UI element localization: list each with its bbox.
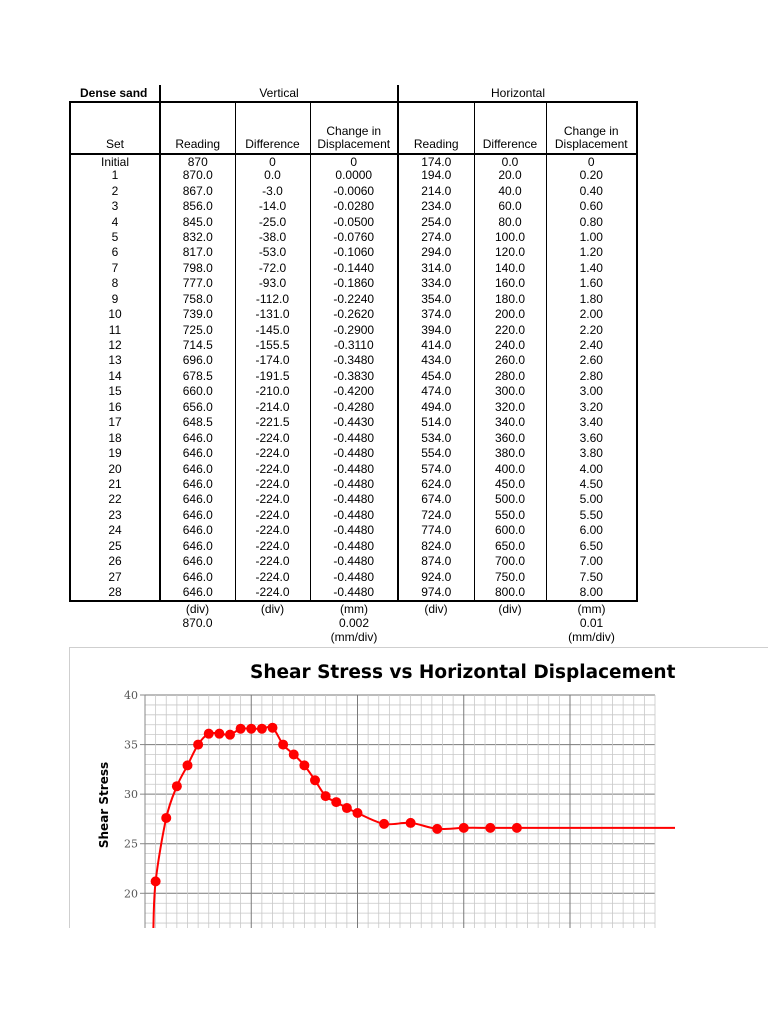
cell-vertical-reading: 758.0: [160, 292, 235, 307]
cell-horizontal-reading: 394.0: [398, 322, 474, 337]
cell-vertical-reading: 648.5: [160, 415, 235, 430]
cell-vertical-reading: 646.0: [160, 523, 235, 538]
cell-horizontal-reading: 674.0: [398, 492, 474, 507]
data-point: [172, 781, 182, 791]
cell-horizontal-difference: 600.0: [474, 523, 546, 538]
cell-horizontal-reading: 234.0: [398, 199, 474, 214]
cell-set: Initial: [70, 154, 160, 168]
cell-horizontal-reading: 174.0: [398, 154, 474, 168]
cell-set: 21: [70, 477, 160, 492]
data-point: [310, 775, 320, 785]
cell-vertical-reading: 646.0: [160, 477, 235, 492]
header-horizontal-change-line2: Displacement: [554, 137, 628, 151]
cell-vertical-reading: 867.0: [160, 183, 235, 198]
cell-vertical-reading: 646.0: [160, 554, 235, 569]
y-tick-label: 40: [124, 689, 138, 702]
cell-horizontal-change: 1.80: [546, 292, 637, 307]
cell-vertical-reading: 832.0: [160, 230, 235, 245]
cell-set: 2: [70, 183, 160, 198]
cell-set: 3: [70, 199, 160, 214]
data-point: [225, 730, 235, 740]
cell-vertical-difference: -14.0: [235, 199, 310, 214]
cell-horizontal-change: 0.20: [546, 168, 637, 183]
cell-horizontal-difference: 80.0: [474, 214, 546, 229]
cell-horizontal-change: 1.00: [546, 230, 637, 245]
cell-vertical-reading: 696.0: [160, 353, 235, 368]
cell-horizontal-change: 5.50: [546, 508, 637, 523]
cell-set: 16: [70, 400, 160, 415]
y-tick-label: 20: [124, 887, 138, 901]
cell-vertical-difference: -224.0: [235, 508, 310, 523]
cell-horizontal-difference: 700.0: [474, 554, 546, 569]
cell-horizontal-difference: 0.0: [474, 154, 546, 168]
cell-vertical-change: -0.4430: [310, 415, 398, 430]
header-vertical-difference: Difference: [235, 102, 310, 154]
cell-vertical-difference: -210.0: [235, 384, 310, 399]
cell-vertical-reading: 646.0: [160, 508, 235, 523]
cell-vertical-difference: -221.5: [235, 415, 310, 430]
cell-vertical-reading: 798.0: [160, 261, 235, 276]
cell-horizontal-difference: 360.0: [474, 430, 546, 445]
footer-cell-vertical-change: (mm/div): [330, 629, 378, 644]
cell-set: 17: [70, 415, 160, 430]
cell-vertical-reading: 646.0: [160, 539, 235, 554]
cell-horizontal-difference: 180.0: [474, 292, 546, 307]
cell-set: 5: [70, 230, 160, 245]
cell-horizontal-reading: 874.0: [398, 554, 474, 569]
cell-vertical-change: -0.1860: [310, 276, 398, 291]
cell-horizontal-difference: 280.0: [474, 369, 546, 384]
footer-cell-horizontal-reading: (div): [424, 601, 448, 616]
cell-set: 8: [70, 276, 160, 291]
cell-horizontal-reading: 924.0: [398, 569, 474, 584]
cell-horizontal-change: 1.20: [546, 245, 637, 260]
cell-horizontal-change: 2.00: [546, 307, 637, 322]
cell-horizontal-change: 2.40: [546, 338, 637, 353]
y-axis-title: Shear Stress: [97, 761, 111, 849]
cell-vertical-difference: -174.0: [235, 353, 310, 368]
data-point: [289, 749, 299, 759]
cell-set: 26: [70, 554, 160, 569]
cell-horizontal-reading: 474.0: [398, 384, 474, 399]
data-point: [246, 724, 256, 734]
footer-cell-horizontal-change: 0.01: [579, 615, 604, 630]
cell-vertical-difference: -224.0: [235, 430, 310, 445]
cell-vertical-reading: 646.0: [160, 569, 235, 584]
cell-vertical-reading: 870.0: [160, 168, 235, 183]
data-point: [204, 729, 214, 739]
cell-vertical-difference: -224.0: [235, 569, 310, 584]
cell-vertical-difference: -38.0: [235, 230, 310, 245]
cell-horizontal-reading: 534.0: [398, 430, 474, 445]
cell-horizontal-difference: 120.0: [474, 245, 546, 260]
cell-vertical-change: 0: [310, 154, 398, 168]
cell-horizontal-difference: 380.0: [474, 446, 546, 461]
cell-vertical-change: -0.0500: [310, 214, 398, 229]
cell-horizontal-change: 6.50: [546, 539, 637, 554]
cell-vertical-change: -0.4200: [310, 384, 398, 399]
cell-horizontal-difference: 220.0: [474, 322, 546, 337]
y-tick-label: 25: [124, 837, 138, 851]
data-point: [321, 791, 331, 801]
cell-horizontal-difference: 20.0: [474, 168, 546, 183]
chart-title: Shear Stress vs Horizontal Displacement: [250, 662, 676, 683]
cell-vertical-change: -0.0280: [310, 199, 398, 214]
cell-horizontal-reading: 254.0: [398, 214, 474, 229]
cell-horizontal-reading: 774.0: [398, 523, 474, 538]
header-horizontal-change-line1: Change in: [563, 124, 619, 138]
cell-horizontal-change: 5.00: [546, 492, 637, 507]
cell-vertical-difference: -131.0: [235, 307, 310, 322]
cell-horizontal-difference: 140.0: [474, 261, 546, 276]
cell-set: 22: [70, 492, 160, 507]
cell-horizontal-change: 3.60: [546, 430, 637, 445]
data-point: [193, 740, 203, 750]
y-tick-label: 35: [124, 738, 138, 752]
cell-horizontal-difference: 500.0: [474, 492, 546, 507]
cell-horizontal-reading: 824.0: [398, 539, 474, 554]
cell-set: 10: [70, 307, 160, 322]
cell-vertical-reading: 725.0: [160, 322, 235, 337]
data-point: [353, 808, 363, 818]
series-line: [153, 727, 675, 932]
cell-vertical-reading: 714.5: [160, 338, 235, 353]
cell-horizontal-change: 1.60: [546, 276, 637, 291]
data-point: [161, 813, 171, 823]
cell-vertical-change: 0.0000: [310, 168, 398, 183]
cell-horizontal-difference: 800.0: [474, 585, 546, 601]
footer-cell-vertical-change: 0.002: [338, 615, 370, 630]
page-bottom-margin: [0, 928, 768, 1024]
cell-vertical-difference: -224.0: [235, 523, 310, 538]
cell-vertical-change: -0.4480: [310, 477, 398, 492]
cell-vertical-change: -0.4480: [310, 446, 398, 461]
cell-horizontal-difference: 320.0: [474, 400, 546, 415]
cell-vertical-difference: -145.0: [235, 322, 310, 337]
data-point: [183, 760, 193, 770]
data-point: [342, 803, 352, 813]
cell-vertical-reading: 739.0: [160, 307, 235, 322]
cell-horizontal-reading: 314.0: [398, 261, 474, 276]
cell-horizontal-change: 6.00: [546, 523, 637, 538]
cell-set: 28: [70, 585, 160, 601]
cell-horizontal-difference: 550.0: [474, 508, 546, 523]
cell-horizontal-change: 1.40: [546, 261, 637, 276]
cell-vertical-reading: 870: [160, 154, 235, 168]
cell-horizontal-change: 0: [546, 154, 637, 168]
data-point: [236, 724, 246, 734]
cell-vertical-change: -0.4480: [310, 585, 398, 601]
cell-vertical-change: -0.4480: [310, 569, 398, 584]
data-point: [432, 824, 442, 834]
cell-vertical-difference: -224.0: [235, 477, 310, 492]
cell-horizontal-reading: 374.0: [398, 307, 474, 322]
cell-horizontal-change: 2.80: [546, 369, 637, 384]
cell-vertical-reading: 817.0: [160, 245, 235, 260]
cell-horizontal-change: 0.60: [546, 199, 637, 214]
cell-vertical-reading: 777.0: [160, 276, 235, 291]
cell-vertical-change: -0.4480: [310, 461, 398, 476]
table-title: Dense sand: [80, 85, 148, 100]
cell-vertical-difference: -224.0: [235, 539, 310, 554]
cell-vertical-change: -0.2240: [310, 292, 398, 307]
footer-cell-vertical-reading: (div): [185, 601, 210, 616]
cell-horizontal-reading: 414.0: [398, 338, 474, 353]
cell-horizontal-difference: 200.0: [474, 307, 546, 322]
cell-horizontal-change: 0.80: [546, 214, 637, 229]
cell-set: 7: [70, 261, 160, 276]
header-vertical-change-line2: Displacement: [317, 137, 391, 151]
cell-set: 23: [70, 508, 160, 523]
data-point: [268, 723, 278, 733]
cell-set: 12: [70, 338, 160, 353]
cell-set: 14: [70, 369, 160, 384]
cell-vertical-difference: -214.0: [235, 400, 310, 415]
cell-set: 20: [70, 461, 160, 476]
cell-set: 9: [70, 292, 160, 307]
cell-horizontal-reading: 354.0: [398, 292, 474, 307]
cell-set: 25: [70, 539, 160, 554]
cell-vertical-change: -0.1060: [310, 245, 398, 260]
cell-horizontal-difference: 240.0: [474, 338, 546, 353]
cell-vertical-reading: 656.0: [160, 400, 235, 415]
cell-vertical-difference: -25.0: [235, 214, 310, 229]
cell-horizontal-change: 2.60: [546, 353, 637, 368]
data-point: [214, 729, 224, 739]
cell-vertical-change: -0.4480: [310, 539, 398, 554]
data-point: [257, 724, 267, 734]
cell-horizontal-reading: 624.0: [398, 477, 474, 492]
cell-horizontal-difference: 160.0: [474, 276, 546, 291]
data-point: [485, 823, 495, 833]
cell-horizontal-change: 3.00: [546, 384, 637, 399]
cell-vertical-reading: 856.0: [160, 199, 235, 214]
data-point: [406, 818, 416, 828]
footer-cell-vertical-change: (mm): [340, 601, 368, 616]
cell-vertical-difference: -224.0: [235, 585, 310, 601]
cell-vertical-change: -0.4480: [310, 508, 398, 523]
cell-vertical-reading: 646.0: [160, 492, 235, 507]
footer-cell-vertical-difference: (div): [260, 601, 285, 616]
horizontal-group-header: Horizontal: [398, 85, 637, 102]
cell-horizontal-reading: 494.0: [398, 400, 474, 415]
cell-set: 4: [70, 214, 160, 229]
footer-cell-horizontal-change: (mm): [577, 601, 606, 616]
cell-horizontal-change: 7.50: [546, 569, 637, 584]
cell-horizontal-difference: 100.0: [474, 230, 546, 245]
cell-vertical-difference: -224.0: [235, 492, 310, 507]
cell-horizontal-reading: 194.0: [398, 168, 474, 183]
cell-set: 1: [70, 168, 160, 183]
cell-vertical-difference: -112.0: [235, 292, 310, 307]
vertical-group-header: Vertical: [160, 85, 398, 102]
cell-vertical-difference: -3.0: [235, 183, 310, 198]
cell-horizontal-difference: 750.0: [474, 569, 546, 584]
cell-horizontal-reading: 974.0: [398, 585, 474, 601]
cell-vertical-change: -0.0060: [310, 183, 398, 198]
cell-horizontal-change: 3.20: [546, 400, 637, 415]
cell-vertical-change: -0.2620: [310, 307, 398, 322]
cell-horizontal-change: 4.50: [546, 477, 637, 492]
header-horizontal-reading: Reading: [398, 102, 474, 154]
cell-set: 13: [70, 353, 160, 368]
cell-horizontal-change: 4.00: [546, 461, 637, 476]
cell-horizontal-difference: 40.0: [474, 183, 546, 198]
cell-horizontal-difference: 450.0: [474, 477, 546, 492]
cell-horizontal-reading: 574.0: [398, 461, 474, 476]
cell-vertical-change: -0.4280: [310, 400, 398, 415]
cell-vertical-difference: 0: [235, 154, 310, 168]
cell-vertical-reading: 646.0: [160, 461, 235, 476]
cell-horizontal-change: 2.20: [546, 322, 637, 337]
cell-vertical-difference: -224.0: [235, 461, 310, 476]
cell-set: 24: [70, 523, 160, 538]
footer-cell-horizontal-change: (mm/div): [568, 629, 615, 644]
cell-vertical-reading: 646.0: [160, 585, 235, 601]
cell-vertical-difference: -155.5: [235, 338, 310, 353]
cell-horizontal-reading: 294.0: [398, 245, 474, 260]
cell-set: 6: [70, 245, 160, 260]
cell-vertical-change: -0.3110: [310, 338, 398, 353]
data-point: [299, 760, 309, 770]
cell-set: 11: [70, 322, 160, 337]
cell-vertical-change: -0.2900: [310, 322, 398, 337]
cell-horizontal-change: 0.40: [546, 183, 637, 198]
cell-vertical-difference: -191.5: [235, 369, 310, 384]
cell-horizontal-reading: 274.0: [398, 230, 474, 245]
cell-horizontal-difference: 340.0: [474, 415, 546, 430]
cell-horizontal-difference: 650.0: [474, 539, 546, 554]
cell-vertical-difference: 0.0: [235, 168, 310, 183]
cell-vertical-change: -0.1440: [310, 261, 398, 276]
cell-horizontal-reading: 514.0: [398, 415, 474, 430]
cell-set: 18: [70, 430, 160, 445]
cell-horizontal-reading: 214.0: [398, 183, 474, 198]
cell-vertical-change: -0.4480: [310, 523, 398, 538]
data-point: [459, 823, 469, 833]
cell-vertical-reading: 678.5: [160, 369, 235, 384]
cell-horizontal-difference: 60.0: [474, 199, 546, 214]
cell-vertical-difference: -72.0: [235, 261, 310, 276]
cell-vertical-change: -0.4480: [310, 554, 398, 569]
footer-cell-horizontal-difference: (div): [498, 601, 522, 616]
cell-horizontal-difference: 300.0: [474, 384, 546, 399]
cell-vertical-change: -0.4480: [310, 430, 398, 445]
cell-vertical-reading: 660.0: [160, 384, 235, 399]
data-point: [512, 823, 522, 833]
header-horizontal-difference: Difference: [474, 102, 546, 154]
header-set: Set: [70, 102, 160, 154]
cell-horizontal-reading: 554.0: [398, 446, 474, 461]
data-point: [379, 819, 389, 829]
cell-vertical-reading: 646.0: [160, 446, 235, 461]
cell-horizontal-reading: 334.0: [398, 276, 474, 291]
cell-horizontal-difference: 400.0: [474, 461, 546, 476]
footer-cell-vertical-reading: 870.0: [182, 615, 213, 630]
header-vertical-change-line1: Change in: [326, 124, 382, 138]
cell-vertical-change: -0.3480: [310, 353, 398, 368]
cell-horizontal-reading: 724.0: [398, 508, 474, 523]
cell-vertical-difference: -53.0: [235, 245, 310, 260]
cell-vertical-change: -0.3830: [310, 369, 398, 384]
cell-vertical-change: -0.0760: [310, 230, 398, 245]
cell-horizontal-change: 8.00: [546, 585, 637, 601]
cell-vertical-change: -0.4480: [310, 492, 398, 507]
data-point: [151, 876, 161, 886]
cell-horizontal-change: 3.40: [546, 415, 637, 430]
cell-vertical-reading: 845.0: [160, 214, 235, 229]
cell-horizontal-change: 7.00: [546, 554, 637, 569]
cell-horizontal-reading: 454.0: [398, 369, 474, 384]
cell-set: 27: [70, 569, 160, 584]
cell-vertical-difference: -224.0: [235, 446, 310, 461]
header-vertical-reading: Reading: [160, 102, 235, 154]
cell-vertical-reading: 646.0: [160, 430, 235, 445]
data-point: [331, 797, 341, 807]
cell-vertical-difference: -93.0: [235, 276, 310, 291]
cell-horizontal-difference: 260.0: [474, 353, 546, 368]
cell-horizontal-reading: 434.0: [398, 353, 474, 368]
cell-vertical-difference: -224.0: [235, 554, 310, 569]
cell-set: 19: [70, 446, 160, 461]
data-point: [278, 740, 288, 750]
cell-horizontal-change: 3.80: [546, 446, 637, 461]
cell-set: 15: [70, 384, 160, 399]
y-tick-label: 30: [124, 788, 138, 802]
